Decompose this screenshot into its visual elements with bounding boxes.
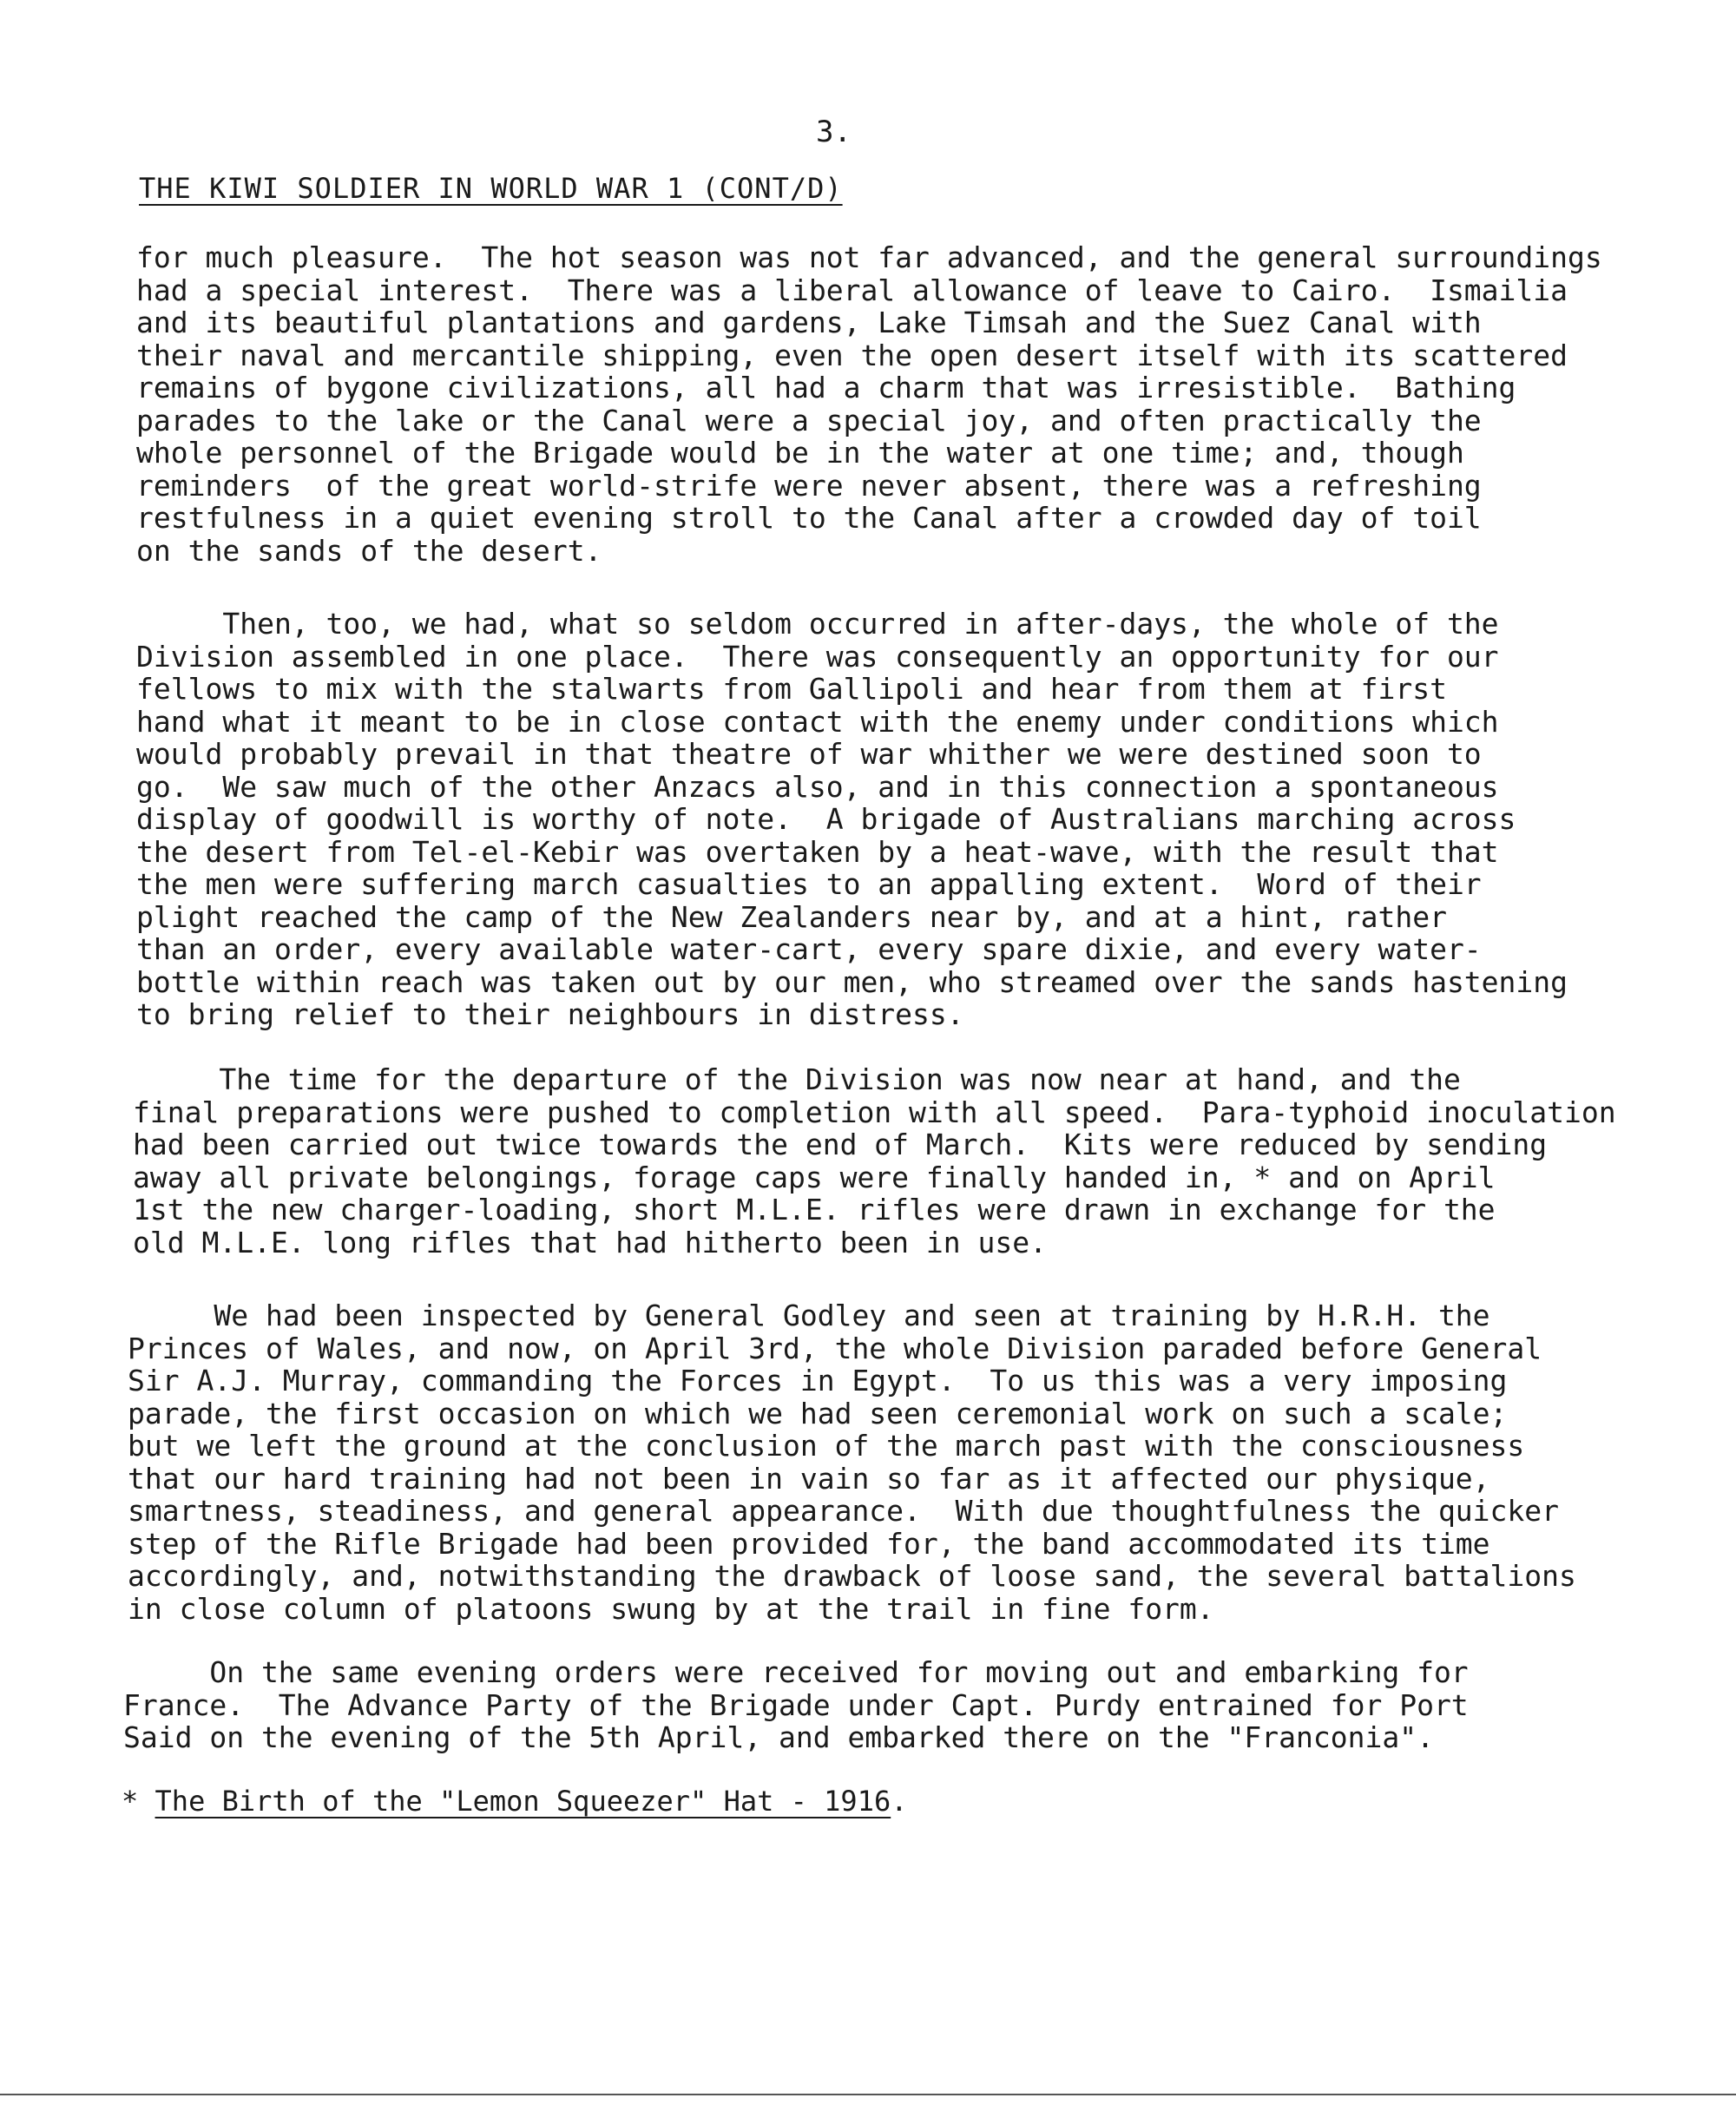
text-line: the desert from Tel-el-Kebir was overtaken by a heat-wave, with the result that <box>136 834 1499 869</box>
text-line: in close column of platoons swung by at the trail in fine form. <box>128 1591 1214 1626</box>
text-line: restfulness in a quiet evening stroll to the Canal after a crowded day of toil <box>136 501 1482 535</box>
text-line: plight reached the camp of the New Zealanders near by, and at a hint, rather <box>136 899 1447 934</box>
text-line: smartness, steadiness, and general appearance. With due thoughtfulness the quicker <box>128 1494 1560 1528</box>
paragraph-4 <box>128 1299 1576 1625</box>
text-line: Princes of Wales, and now, on April 3rd, the whole Division paraded before General <box>128 1331 1542 1365</box>
text-line: 1st the new charger-loading, short M.L.E. rifles were drawn in exchange for the <box>133 1193 1496 1226</box>
text-line: had been carried out twice towards the end of March. Kits were reduced by sending <box>133 1128 1548 1161</box>
text-line: but we left the ground at the conclusion of the march past with the consciousness <box>128 1429 1525 1463</box>
document-title: THE KIWI SOLDIER IN WORLD WAR 1 (CONT/D) <box>139 172 843 205</box>
text-line: parade, the first occasion on which we had seen ceremonial work on such a scale; <box>128 1396 1508 1430</box>
text-line: would probably prevail in that theatre of war whither we were destined soon to <box>136 737 1482 771</box>
text-line: Then, too, we had, what so seldom occurred in after-days, the whole of the <box>136 607 1499 641</box>
text-line: old M.L.E. long rifles that had hitherto been in use. <box>133 1225 1047 1259</box>
text-line: that our hard training had not been in vain so far as it affected our physique, <box>128 1461 1490 1496</box>
paragraph-1 <box>136 241 1602 567</box>
paragraph-5 <box>123 1656 1469 1754</box>
text-line: The time for the departure of the Division was now near at hand, and the <box>133 1062 1461 1096</box>
footnote-end: . <box>891 1785 908 1818</box>
text-line: away all private belongings, forage caps were finally handed in, * and on April <box>133 1160 1496 1194</box>
text-line: bottle within reach was taken out by our men, who streamed over the sands hastening <box>136 964 1568 999</box>
text-line: Sir A.J. Murray, commanding the Forces in Egypt. To us this was a very imposing <box>128 1364 1508 1397</box>
text-line: for much pleasure. The hot season was not far advanced, and the general surroundings <box>136 240 1602 274</box>
text-line: hand what it meant to be in close contact with the enemy under conditions which <box>136 704 1499 739</box>
text-line: France. The Advance Party of the Brigade under Capt. Purdy entrained for Port <box>123 1687 1469 1722</box>
text-line: had a special interest. There was a liberal allowance of leave to Cairo. Ismailia <box>136 273 1568 307</box>
text-line: go. We saw much of the other Anzacs also, and in this connection a spontaneous <box>136 769 1499 804</box>
text-line: accordingly, and, notwithstanding the drawback of loose sand, the several battalions <box>128 1559 1576 1593</box>
page-bottom-rule <box>0 2094 1736 2095</box>
footnote-marker: * <box>122 1785 155 1818</box>
text-line: On the same evening orders were received for moving out and embarking for <box>123 1655 1469 1689</box>
text-line: final preparations were pushed to completion with all speed. Para-typhoid inoculation <box>133 1095 1616 1129</box>
paragraph-3 <box>133 1063 1616 1259</box>
text-line: on the sands of the desert. <box>136 533 602 568</box>
text-line: step of the Rifle Brigade had been provided for, the band accommodated its time <box>128 1526 1490 1561</box>
text-line: parades to the lake or the Canal were a special joy, and often practically the <box>136 403 1482 437</box>
paragraph-2 <box>136 608 1568 1031</box>
text-line: We had been inspected by General Godley and seen at training by H.R.H. the <box>128 1299 1490 1332</box>
text-line: the men were suffering march casualties to an appalling extent. Word of their <box>136 867 1482 901</box>
text-line: their naval and mercantile shipping, even the open desert itself with its scattered <box>136 338 1568 372</box>
page-number: 3. <box>816 115 852 149</box>
text-line: fellows to mix with the stalwarts from Gallipoli and hear from them at first <box>136 672 1447 706</box>
text-line: remains of bygone civilizations, all had a charm that was irresistible. Bathing <box>136 371 1516 404</box>
footnote-text: The Birth of the "Lemon Squeezer" Hat - 1916 <box>155 1785 891 1818</box>
text-line: to bring relief to their neighbours in distress. <box>136 997 964 1031</box>
text-line: whole personnel of the Brigade would be in the water at one time; and, though <box>136 436 1464 470</box>
text-line: display of goodwill is worthy of note. A brigade of Australians marching across <box>136 802 1516 836</box>
text-line: reminders of the great world-strife were never absent, there was a refreshing <box>136 468 1482 503</box>
footnote <box>122 1785 907 1818</box>
text-line: than an order, every available water-cart, every spare dixie, and every water- <box>136 932 1482 966</box>
text-line: and its beautiful plantations and gardens, Lake Timsah and the Suez Canal with <box>136 306 1482 339</box>
text-line: Said on the evening of the 5th April, and embarked there on the "Franconia". <box>123 1720 1434 1754</box>
text-line: Division assembled in one place. There was consequently an opportunity for our <box>136 639 1499 674</box>
